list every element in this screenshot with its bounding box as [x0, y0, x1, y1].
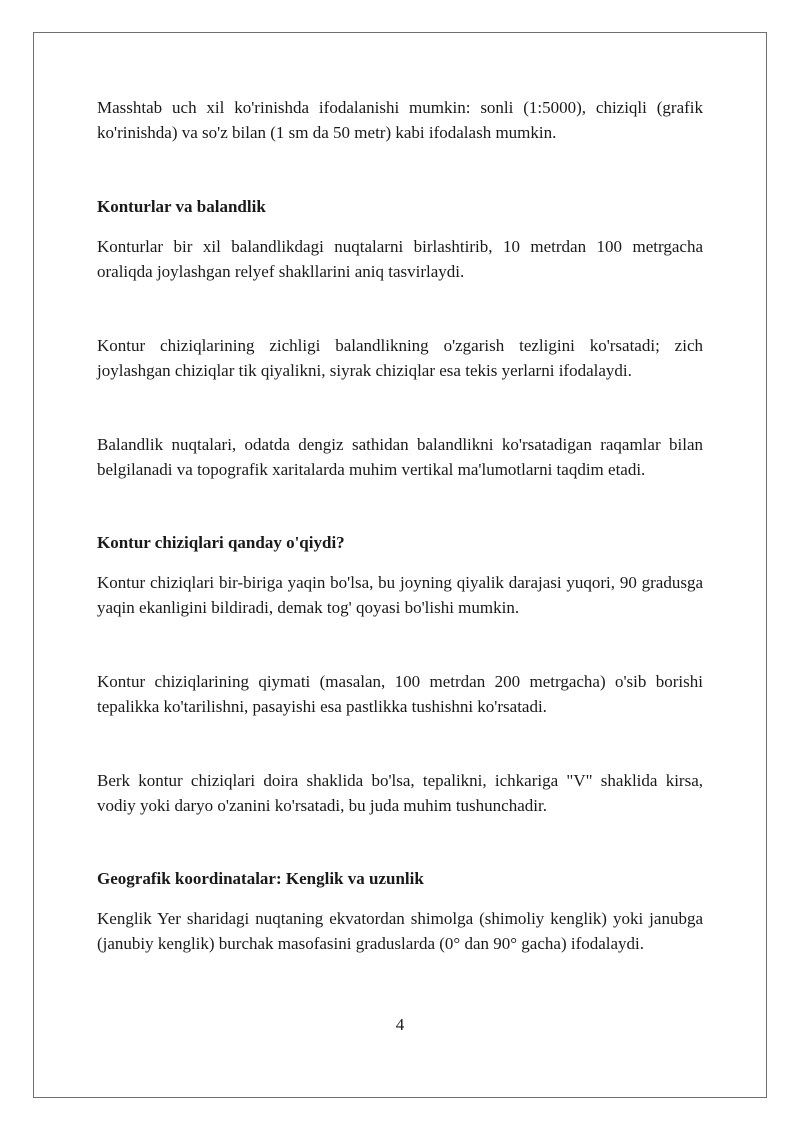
paragraph-latitude: Kenglik Yer sharidagi nuqtaning ekvatordan shimolga (shimoliy kenglik) yoki janubga (janubiy kenglik) burchak masofasini graduslarda (0° dan 90° gacha) ifodalaydi. — [97, 909, 703, 953]
paragraph-contours-definition: Konturlar bir xil balandlikdagi nuqtalarni birlashtirib, 10 metrdan 100 metrgacha oraliqda joylashgan relyef shakllarini aniq tasvirlaydi. — [97, 237, 703, 281]
paragraph-contour-values: Kontur chiziqlarining qiymati (masalan, 100 metrdan 200 metrgacha) o'sib borishi tepalikka ko'tarilishni, pasayishi esa pastlikka tushishni ko'rsatadi. — [97, 672, 703, 716]
heading-reading-contours: Kontur chiziqlari qanday o'qiydi? — [97, 533, 345, 552]
heading-geographic-coordinates: Geografik koordinatalar: Kenglik va uzunlik — [97, 869, 424, 888]
paragraph-closed-contours: Berk kontur chiziqlari doira shaklida bo'lsa, tepalikni, ichkariga "V" shaklida kirsa, vodiy yoki daryo o'zanini ko'rsatadi, bu juda muhim tushunchadir. — [97, 771, 703, 815]
page-content — [97, 95, 703, 956]
paragraph-elevation-points: Balandlik nuqtalari, odatda dengiz sathidan balandlikni ko'rsatadigan raqamlar bilan belgilanadi va topografik xaritalarda muhim vertikal ma'lumotlarni taqdim etadi. — [97, 435, 703, 479]
paragraph-scale-forms: Masshtab uch xil ko'rinishda ifodalanishi mumkin: sonli (1:5000), chiziqli (grafik ko'rinishda) va so'z bilan (1 sm da 50 metr) kabi ifodalash mumkin. — [97, 98, 703, 142]
page-number: 4 — [395, 1015, 405, 1034]
heading-contours-elevation: Konturlar va balandlik — [97, 197, 266, 216]
paragraph-contour-density: Kontur chiziqlarining zichligi balandlikning o'zgarish tezligini ko'rsatadi; zich joylashgan chiziqlar tik qiyalikni, siyrak chiziqlar esa tekis yerlarni ifodalaydi. — [97, 336, 703, 380]
paragraph-close-contours: Kontur chiziqlari bir-biriga yaqin bo'lsa, bu joyning qiyalik darajasi yuqori, 90 gradusga yaqin ekanligini bildiradi, demak tog' qoyasi bo'lishi mumkin. — [97, 573, 703, 617]
